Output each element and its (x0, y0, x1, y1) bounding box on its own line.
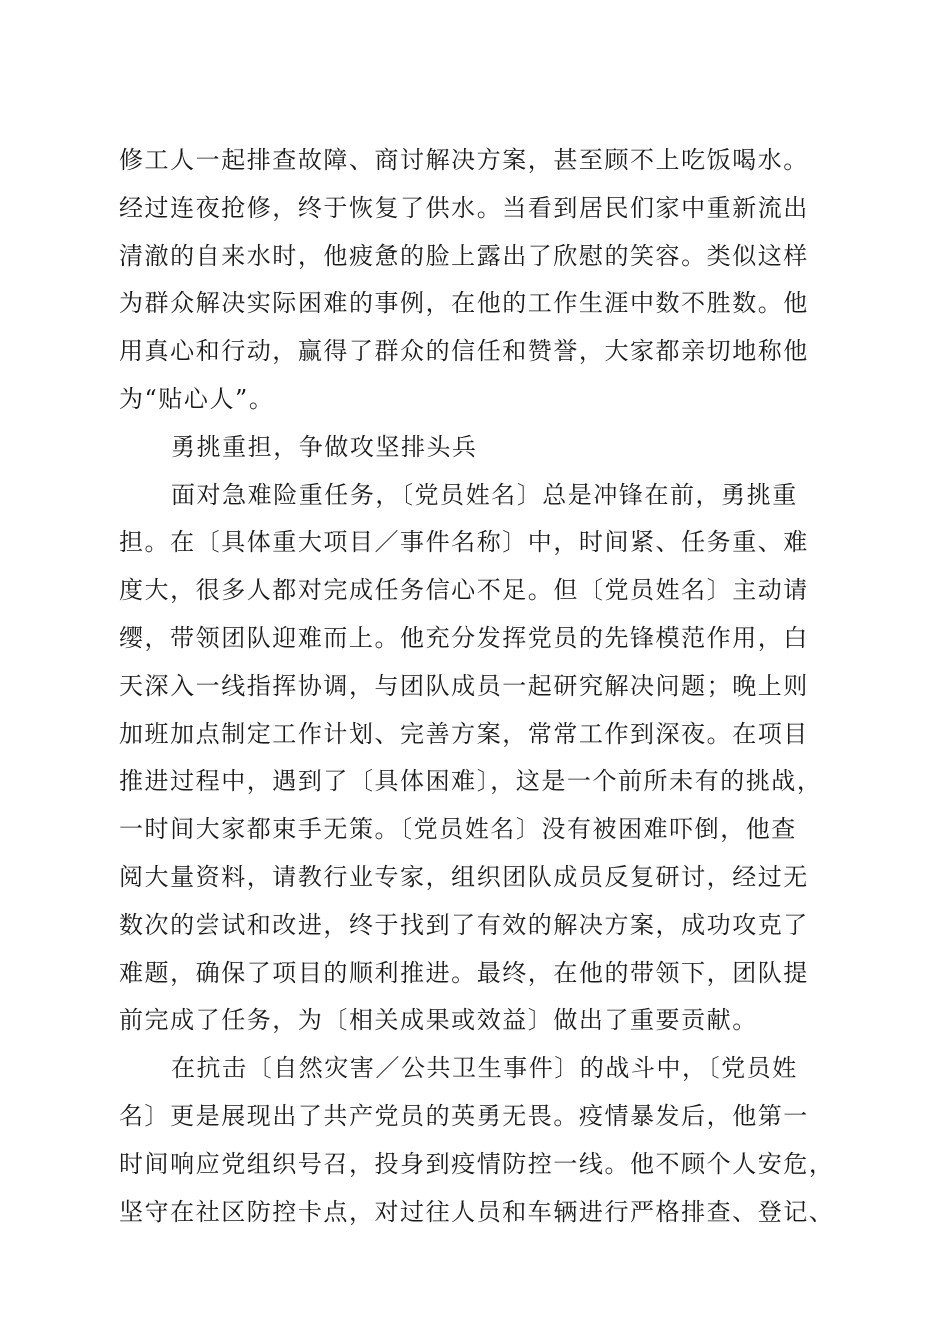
body-text (119, 137, 835, 1236)
text-line: 为群众解决实际困难的事例，在他的工作生涯中数不胜数。他 (119, 289, 809, 318)
text-line: 阅大量资料，请教行业专家，组织团队成员反复研讨，经过无 (119, 862, 809, 891)
text-line: 天深入一线指挥协调，与团队成员一起研究解决问题；晚上则 (119, 671, 809, 700)
text-line: 经过连夜抢修，终于恢复了供水。当看到居民们家中重新流出 (119, 193, 809, 222)
text-line: 修工人一起排查故障、商讨解决方案，甚至顾不上吃饭喝水。 (119, 146, 809, 174)
paragraph-start: 面对急难险重任务，〔党员姓名〕总是冲锋在前，勇挑重 (171, 480, 798, 509)
text-line: 时间响应党组织号召，投身到疫情防控一线。他不顾个人安危， (119, 1149, 835, 1178)
text-line: 加班加点制定工作计划、完善方案，常常工作到深夜。在项目 (119, 719, 809, 748)
text-line: 为“贴心人”。 (119, 384, 275, 413)
text-line: 缨，带领团队迎难而上。他充分发挥党员的先锋模范作用，白 (119, 623, 809, 652)
text-line: 清澈的自来水时，他疲惫的脸上露出了欣慰的笑容。类似这样 (119, 241, 809, 270)
text-line: 用真心和行动，赢得了群众的信任和赞誉，大家都亲切地称他 (119, 337, 809, 366)
text-line: 名〕更是展现出了共产党员的英勇无畏。疫情暴发后，他第一 (119, 1101, 809, 1130)
text-line: 数次的尝试和改进，终于找到了有效的解决方案，成功攻克了 (119, 910, 809, 939)
text-line: 前完成了任务，为〔相关成果或效益〕做出了重要贡献。 (119, 1006, 758, 1035)
text-line: 一时间大家都束手无策。〔党员姓名〕没有被困难吓倒，他查 (119, 815, 797, 844)
paragraph-start: 在抗击〔自然灾害／公共卫生事件〕的战斗中，〔党员姓 (171, 1054, 798, 1083)
text-line: 坚守在社区防控卡点，对过往人员和车辆进行严格排查、登记、 (119, 1197, 835, 1226)
section-heading: 勇挑重担，争做攻坚排头兵 (171, 432, 478, 461)
text-line: 担。在〔具体重大项目／事件名称〕中，时间紧、任务重、难 (119, 528, 809, 557)
text-line: 推进过程中，遇到了〔具体困难〕，这是一个前所未有的挑战， (119, 767, 823, 796)
text-line: 难题，确保了项目的顺利推进。最终，在他的带领下，团队提 (119, 958, 809, 987)
text-line: 度大，很多人都对完成任务信心不足。但〔党员姓名〕主动请 (119, 576, 809, 605)
